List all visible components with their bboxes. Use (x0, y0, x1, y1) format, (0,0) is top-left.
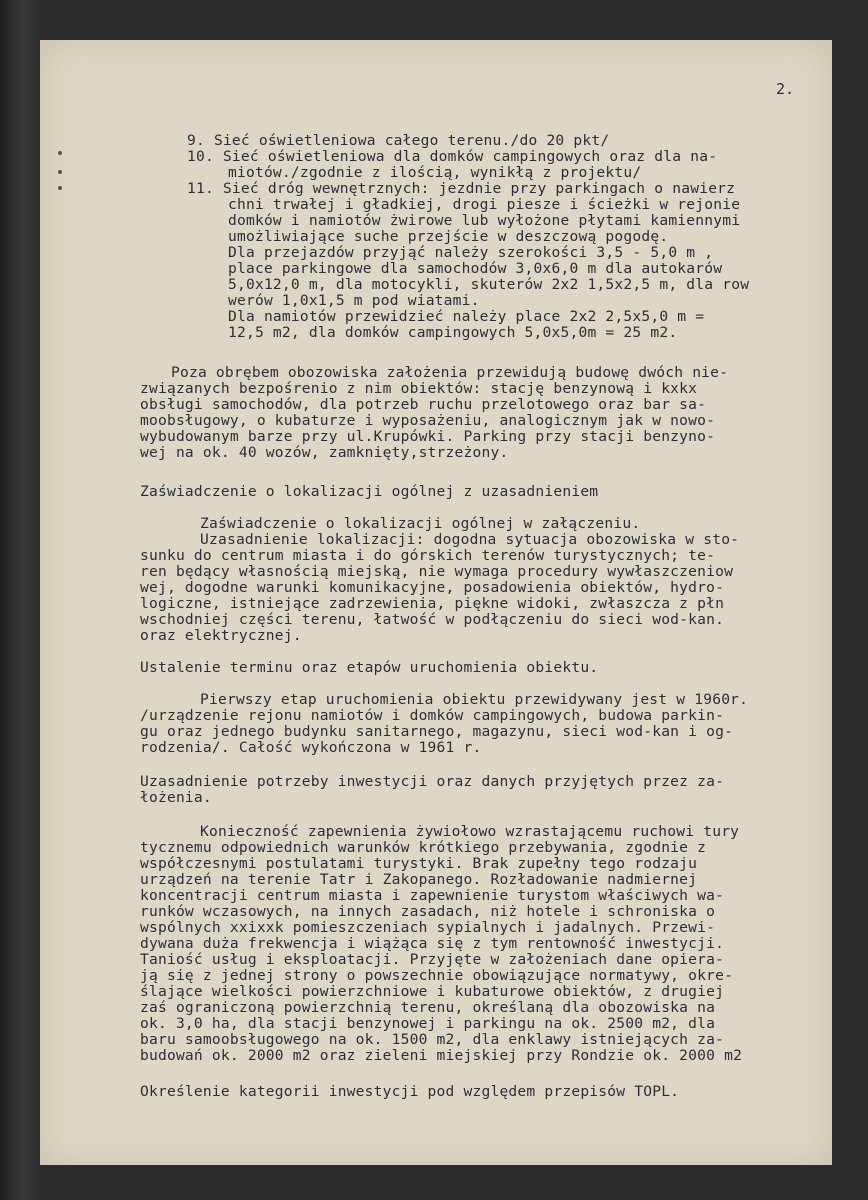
text-line: koncentracji centrum miasta i zapewnienie turystom właściwych wa- (140, 887, 725, 904)
text-line: ren będący własnością miejską, nie wymaga procedury wywłaszczeniow (140, 563, 734, 580)
text-line: wybudowanym barze przy ul.Krupówki. Parking przy stacji benzyno- (140, 428, 716, 445)
text-line: place parkingowe dla samochodów 3,0x6,0 m dla autokarów (228, 260, 723, 277)
text-line: zaś ograniczoną powierzchnią terenu, określaną dla obozowiska na (140, 999, 716, 1016)
text-line: tycznemu odpowiednich warunków krótkiego przebywania, zgodnie z (140, 839, 707, 856)
text-line: ok. 3,0 ha, dla stacji benzynowej i parkingu na ok. 2500 m2, dla (140, 1015, 716, 1032)
text-line: 10. Sieć oświetleniowa dla domków campingowych oraz dla na- (187, 148, 718, 165)
text-line: rodzenia/. Całość wykończona w 1961 r. (140, 739, 482, 756)
text-line: logiczne, istniejące zadrzewienia, piękne widoki, zwłaszcza z płn (140, 595, 725, 612)
text-line: związanych bezpośrenio z nim obiektów: stację benzynową i kxkx (140, 380, 698, 397)
section-heading: Uzasadnienie potrzeby inwestycji oraz danych przyjętych przez za- (140, 773, 725, 790)
text-line: ją się z jednej strony o powszechnie obowiązujące normatywy, okre- (140, 967, 734, 984)
text-line: wej na ok. 40 wozów, zamknięty,strzeżony. (140, 444, 509, 461)
text-line: runków wczasowych, na innych zasadach, niż hotele i schroniska o (140, 903, 716, 920)
section-heading: łożenia. (140, 789, 212, 806)
text-line: wspólnych xxixxk pomieszczeniach sypialnych i jadalnych. Przewi- (140, 919, 716, 936)
text-line: /urządzenie rejonu namiotów i domków campingowych, budowa parkin- (140, 707, 725, 724)
text-line: dywana duża frekwencja i wiążąca się z tym rentowność inwestycji. (140, 935, 725, 952)
text-line: umożliwiające suche przejście w deszczową pogodę. (228, 228, 669, 245)
text-line: wschodniej części terenu, łatwość w podłączeniu do sieci wod-kan. (140, 611, 725, 628)
text-line: domków i namiotów żwirowe lub wyłożone płytami kamiennymi (228, 212, 741, 229)
text-line: współczesnymi postulatami turystyki. Brak zupełny tego rodzaju (140, 855, 698, 872)
typed-text-body (40, 40, 832, 1165)
text-line: 9. Sieć oświetleniowa całego terenu./do 20 pkt/ (187, 132, 610, 149)
section-heading: Ustalenie terminu oraz etapów uruchomienia obiektu. (140, 659, 599, 676)
text-line: oraz elektrycznej. (140, 627, 302, 644)
text-line: miotów./zgodnie z ilością, wynikłą z projektu/ (228, 164, 642, 181)
section-heading: Określenie kategorii inwestycji pod względem przepisów TOPL. (140, 1083, 680, 1100)
text-line: moobsługowy, o kubaturze i wyposażeniu, analogicznym jak w nowo- (140, 412, 716, 429)
text-line: gu oraz jednego budynku sanitarnego, magazynu, sieci wod-kan i og- (140, 723, 734, 740)
binding-edge (0, 0, 40, 1200)
section-heading: Zaświadczenie o lokalizacji ogólnej z uzasadnieniem (140, 483, 599, 500)
text-line: ślające wielkości powierzchniowe i kubaturowe obiektów, z drugiej (140, 983, 725, 1000)
text-line: Uzasadnienie lokalizacji: dogodna sytuacja obozowiska w sto- (200, 531, 740, 548)
text-line: Pierwszy etap uruchomienia obiektu przewidywany jest w 1960r. (200, 691, 749, 708)
text-line: urządzeń na terenie Tatr i Zakopanego. Rozładowanie nadmiernej (140, 871, 698, 888)
text-line: obsługi samochodów, dla potrzeb ruchu przelotowego oraz bar sa- (140, 396, 707, 413)
text-line: wej, dogodne warunki komunikacyjne, posadowienia obiektów, hydro- (140, 579, 725, 596)
text-line: Dla przejazdów przyjąć należy szerokości 3,5 - 5,0 m , (228, 244, 714, 261)
text-line: Dla namiotów przewidzieć należy place 2x2 2,5x5,0 m = (228, 308, 705, 325)
document-page (40, 40, 832, 1165)
text-line: 5,0x12,0 m, dla motocykli, skuterów 2x2 1,5x2,5 m, dla row (228, 276, 750, 293)
text-line: Zaświadczenie o lokalizacji ogólnej w załączeniu. (200, 515, 641, 532)
text-line: Poza obrębem obozowiska założenia przewidują budowę dwóch nie- (171, 364, 729, 381)
text-line: sunku do centrum miasta i do górskich terenów turystycznych; te- (140, 547, 716, 564)
text-line: Konieczność zapewnienia żywiołowo wzrastającemu ruchowi tury (200, 823, 740, 840)
page-number: 2. (775, 80, 794, 98)
text-line: Taniość usług i eksploatacji. Przyjęte w założeniach dane opiera- (140, 951, 725, 968)
text-line: 12,5 m2, dla domków campingowych 5,0x5,0m = 25 m2. (228, 324, 678, 341)
text-line: baru samoobsługowego na ok. 1500 m2, dla enklawy istniejących za- (140, 1031, 725, 1048)
text-line: budowań ok. 2000 m2 oraz zieleni miejskiej przy Rondzie ok. 2000 m2 (140, 1047, 743, 1064)
text-line: 11. Sieć dróg wewnętrznych: jezdnie przy parkingach o nawierz (187, 180, 736, 197)
text-line: werów 1,0x1,5 m pod wiatami. (228, 292, 480, 309)
text-line: chni trwałej i gładkiej, drogi piesze i ścieżki w rejonie (228, 196, 741, 213)
